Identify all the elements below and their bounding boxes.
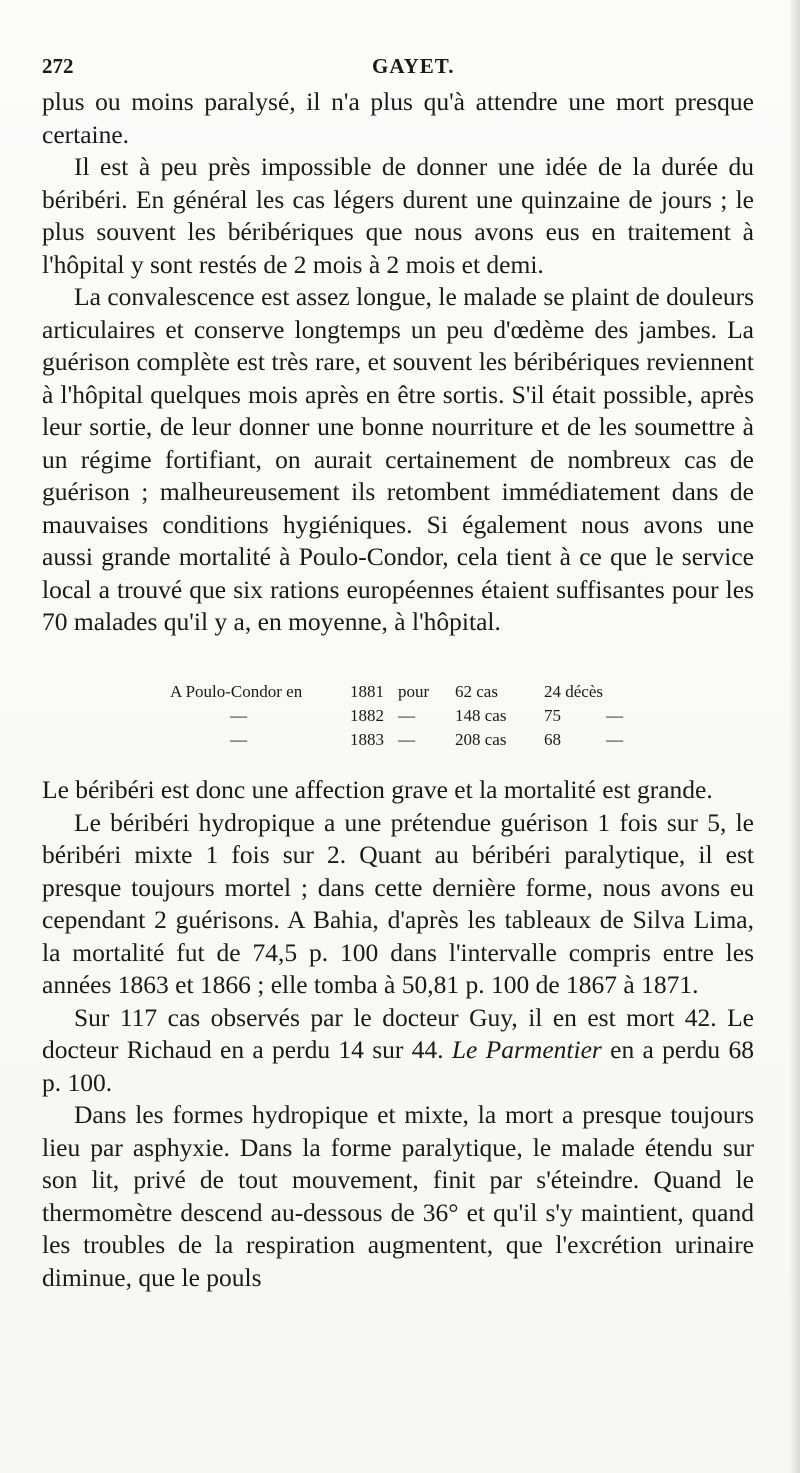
paragraph-gravity: Le béribéri est donc une affection grave et la mortalité est grande.	[42, 775, 713, 804]
mortality-table	[170, 680, 630, 752]
text-block-before-table	[42, 86, 754, 639]
guy-text-before: Sur 117 cas observés par le docteur Guy, il en est mort 42. Le docteur Richaud en a perdu 14 sur 44.	[42, 1002, 754, 1064]
row-year: 1881	[350, 682, 384, 701]
row-year: 1883	[350, 730, 384, 749]
row-deaths: 24 décès	[544, 682, 604, 701]
row-cases: 208 cas	[455, 730, 507, 749]
row-pour: —	[398, 706, 415, 725]
running-title: GAYET.	[372, 54, 455, 78]
page-header	[42, 54, 762, 84]
paragraph-death-forms: Dans les formes hydropique et mixte, la mort a presque toujours lieu par asphyxie. Dans la forme paralytique, le malade étendu sur son lit, privé de tout mouvement, finit par s'éteindre. Quand le thermomètre descend au-dessous de 36° et qu'il s'y maintient, quand les troubles de la respiration augmentent, que l'excrétion urinaire diminue, que le pouls	[42, 1100, 754, 1292]
row-cases: 148 cas	[455, 706, 507, 725]
page-edge-shadow	[790, 0, 800, 1473]
guy-text-after: en a perdu 68 p. 100.	[42, 1035, 754, 1097]
mortality-row-1881	[170, 680, 630, 704]
mortality-row-1883	[170, 728, 630, 752]
paragraph-continuation: plus ou moins paralysé, il n'a plus qu'à attendre une mort presque certaine.	[42, 87, 754, 149]
page-number: 272	[42, 54, 74, 78]
paragraph-duration: Il est à peu près impossible de donner une idée de la durée du béribéri. En général les cas légers durent une quinzaine de jours ; le plus souvent les béribériques que nous avons eus en traitement à l'hôpital y sont restés de 2 mois à 2 mois et demi.	[42, 152, 754, 279]
text-block-after-table	[42, 774, 754, 1294]
row-pour: pour	[398, 682, 430, 701]
paragraph-convalescence: La convalescence est assez longue, le malade se plaint de douleurs articulaires et conserve longtemps un peu d'œdème des jambes. La guérison complète est très rare, et souvent les béribériques reviennent à l'hôpital quelques mois après en être sortis. S'il était possible, après leur sortie, de leur donner une bonne nourriture et de les soumettre à un régime fortifiant, on aurait certainement de nombreux cas de guérison ; malheureusement ils retombent immédiatement dans de mauvaises conditions hygiéniques. Si également nous avons une aussi grande mortalité à Poulo-Condor, cela tient à ce que le service local a trouvé que six rations européennes étaient suffisantes pour les 70 malades qu'il y a, en moyenne, à l'hôpital.	[42, 282, 754, 636]
row-trail: —	[606, 730, 623, 749]
row-deaths: 68	[544, 730, 561, 749]
row-cases: 62 cas	[455, 682, 498, 701]
mortality-row-1882	[170, 704, 630, 728]
row-place: —	[230, 706, 247, 725]
ship-name: Le Parmentier	[451, 1035, 602, 1064]
paragraph-healing-rates: Le béribéri hydropique a une prétendue guérison 1 fois sur 5, le béribéri mixte 1 fois sur 2. Quant au béribéri paralytique, il est presque toujours mortel ; dans cette dernière forme, nous avons eu cependant 2 guérisons. A Bahia, d'après les tableaux de Silva Lima, la mortalité fut de 74,5 p. 100 dans l'intervalle compris entre les années 1863 et 1866 ; elle tomba à 50,81 p. 100 de 1867 à 1871.	[42, 807, 754, 999]
row-trail: —	[606, 706, 623, 725]
row-pour: —	[398, 730, 415, 749]
row-place: A Poulo-Condor en	[170, 682, 303, 701]
row-deaths: 75	[544, 706, 561, 725]
row-year: 1882	[350, 706, 384, 725]
row-place: —	[230, 730, 247, 749]
paragraph-guy-richaud	[42, 1002, 754, 1100]
